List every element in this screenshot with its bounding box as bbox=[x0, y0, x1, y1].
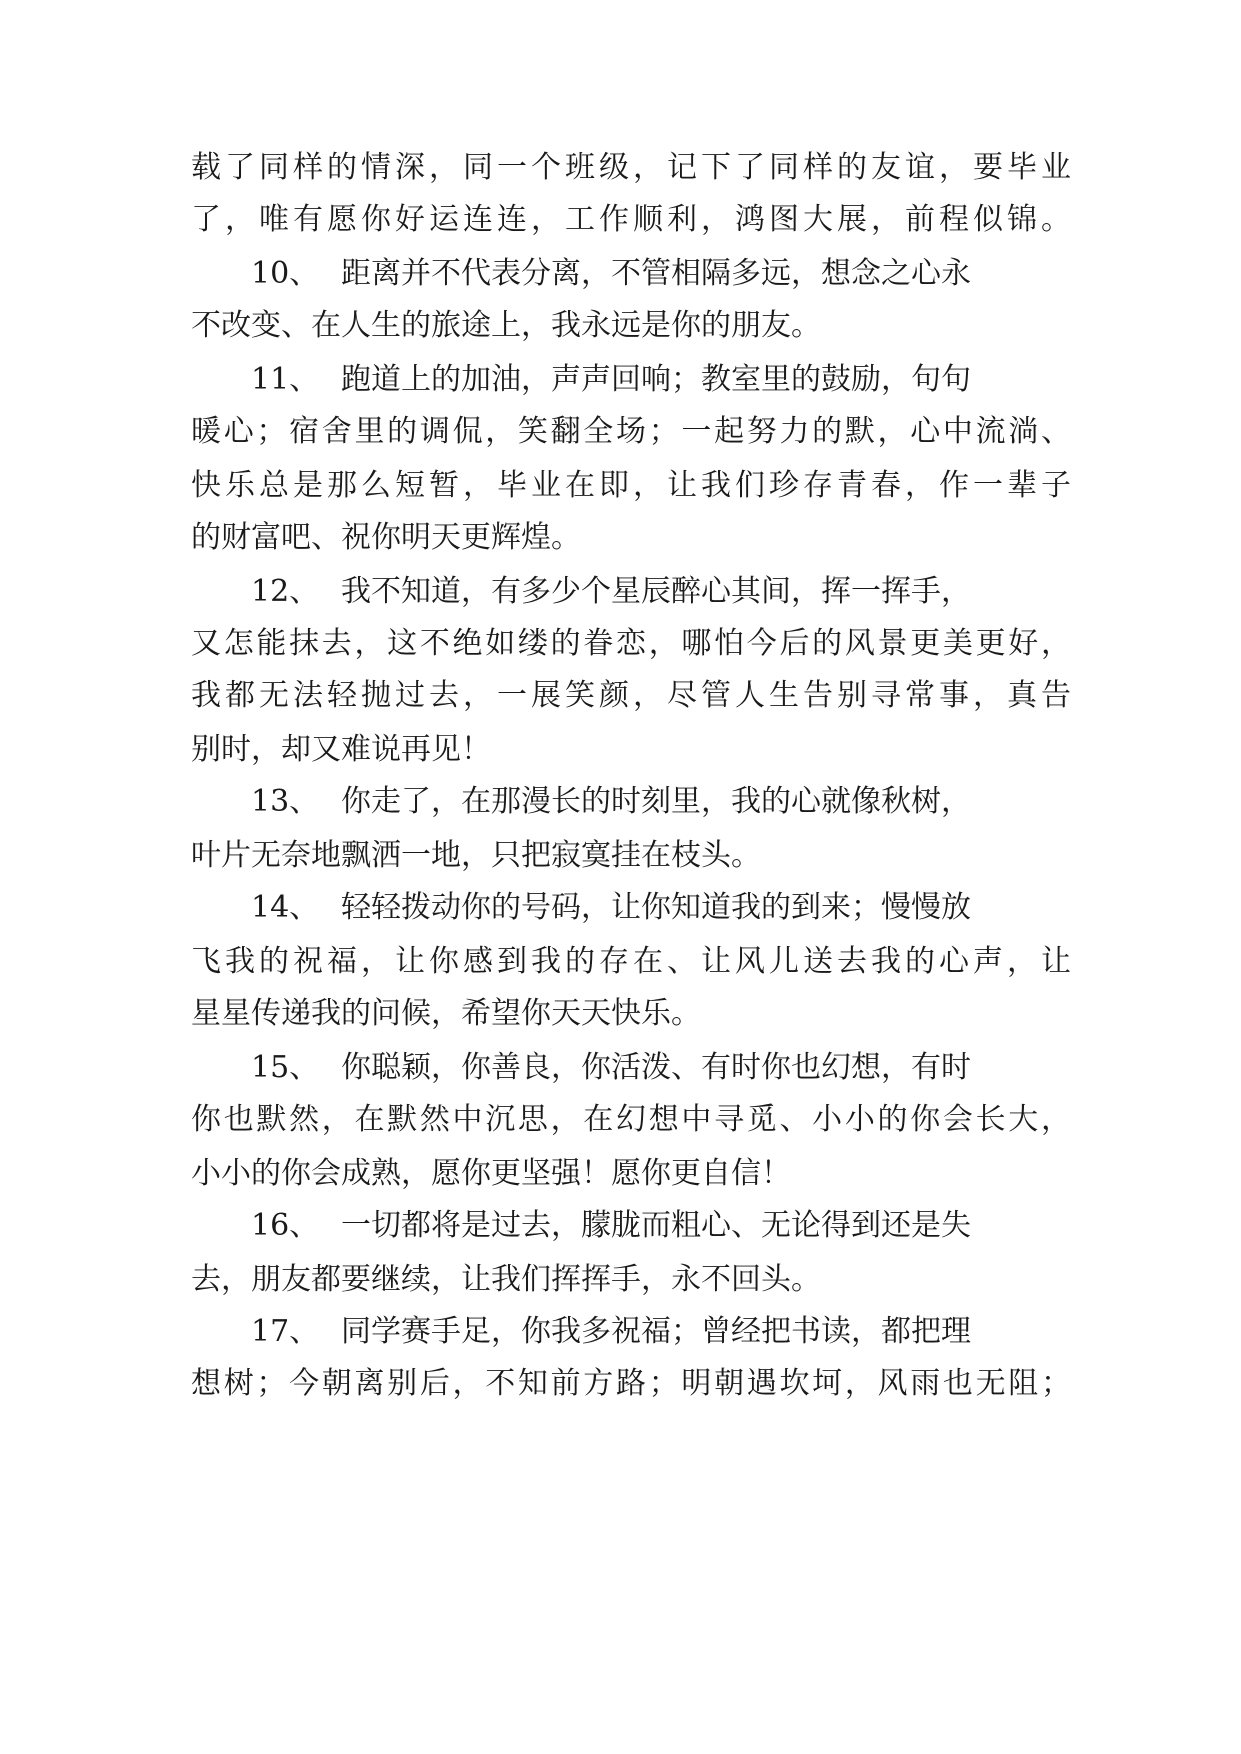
item-number: 13、 bbox=[251, 784, 320, 819]
list-item-12 bbox=[251, 562, 1131, 622]
item-number: 14、 bbox=[251, 890, 320, 925]
item-text: 轻轻拨动你的号码，让你知道我的到来；慢慢放 bbox=[341, 890, 971, 925]
text-line: 小小的你会成熟，愿你更坚强！愿你更自信！ bbox=[191, 1156, 791, 1191]
item-number: 16、 bbox=[251, 1208, 320, 1243]
item-number: 17、 bbox=[251, 1314, 320, 1349]
list-item-15 bbox=[251, 1038, 1131, 1098]
item-number: 10、 bbox=[251, 256, 320, 291]
item-text: 距离并不代表分离，不管相隔多远，想念之心永 bbox=[341, 256, 971, 291]
text-line: 想树；今朝离别后，不知前方路；明朝遇坎坷，风雨也无阻； bbox=[191, 1366, 1071, 1401]
text-line: 的财富吧、祝你明天更辉煌。 bbox=[191, 520, 581, 555]
list-item-16 bbox=[251, 1196, 1131, 1256]
item-number: 11、 bbox=[251, 362, 320, 397]
list-item-13 bbox=[251, 772, 1131, 832]
text-line: 去，朋友都要继续，让我们挥挥手，永不回头。 bbox=[191, 1262, 821, 1297]
text-line: 别时，却又难说再见！ bbox=[191, 732, 491, 767]
text-line: 我都无法轻抛过去，一展笑颜，尽管人生告别寻常事，真告 bbox=[191, 678, 1071, 713]
item-text: 我不知道，有多少个星辰醉心其间，挥一挥手， bbox=[341, 574, 971, 609]
list-item-14 bbox=[251, 878, 1131, 938]
item-text: 一切都将是过去，朦胧而粗心、无论得到还是失 bbox=[341, 1208, 971, 1243]
text-line: 叶片无奈地飘洒一地，只把寂寞挂在枝头。 bbox=[191, 838, 761, 873]
text-line: 载了同样的情深，同一个班级，记下了同样的友谊，要毕业 bbox=[191, 150, 1071, 185]
item-number: 15、 bbox=[251, 1050, 320, 1085]
list-item-11 bbox=[251, 350, 1131, 410]
text-line: 暖心；宿舍里的调侃，笑翻全场；一起努力的默，心中流淌、 bbox=[191, 414, 1071, 449]
text-line: 了，唯有愿你好运连连，工作顺利，鸿图大展，前程似锦。 bbox=[191, 202, 1071, 237]
text-line: 飞我的祝福，让你感到我的存在、让风儿送去我的心声，让 bbox=[191, 944, 1071, 979]
text-line: 星星传递我的问候，希望你天天快乐。 bbox=[191, 996, 701, 1031]
list-item-10 bbox=[251, 244, 1131, 304]
item-text: 你聪颖，你善良，你活泼、有时你也幻想，有时 bbox=[341, 1050, 971, 1085]
text-line: 快乐总是那么短暂，毕业在即，让我们珍存青春，作一辈子 bbox=[191, 468, 1071, 503]
text-line: 又怎能抹去，这不绝如缕的眷恋，哪怕今后的风景更美更好， bbox=[191, 626, 1071, 661]
list-item-17 bbox=[251, 1302, 1131, 1362]
text-line: 不改变、在人生的旅途上，我永远是你的朋友。 bbox=[191, 308, 821, 343]
item-text: 跑道上的加油，声声回响；教室里的鼓励，句句 bbox=[341, 362, 971, 397]
item-text: 同学赛手足，你我多祝福；曾经把书读，都把理 bbox=[341, 1314, 971, 1349]
item-text: 你走了，在那漫长的时刻里，我的心就像秋树， bbox=[341, 784, 971, 819]
item-number: 12、 bbox=[251, 574, 320, 609]
text-line: 你也默然，在默然中沉思，在幻想中寻觅、小小的你会长大， bbox=[191, 1102, 1071, 1137]
